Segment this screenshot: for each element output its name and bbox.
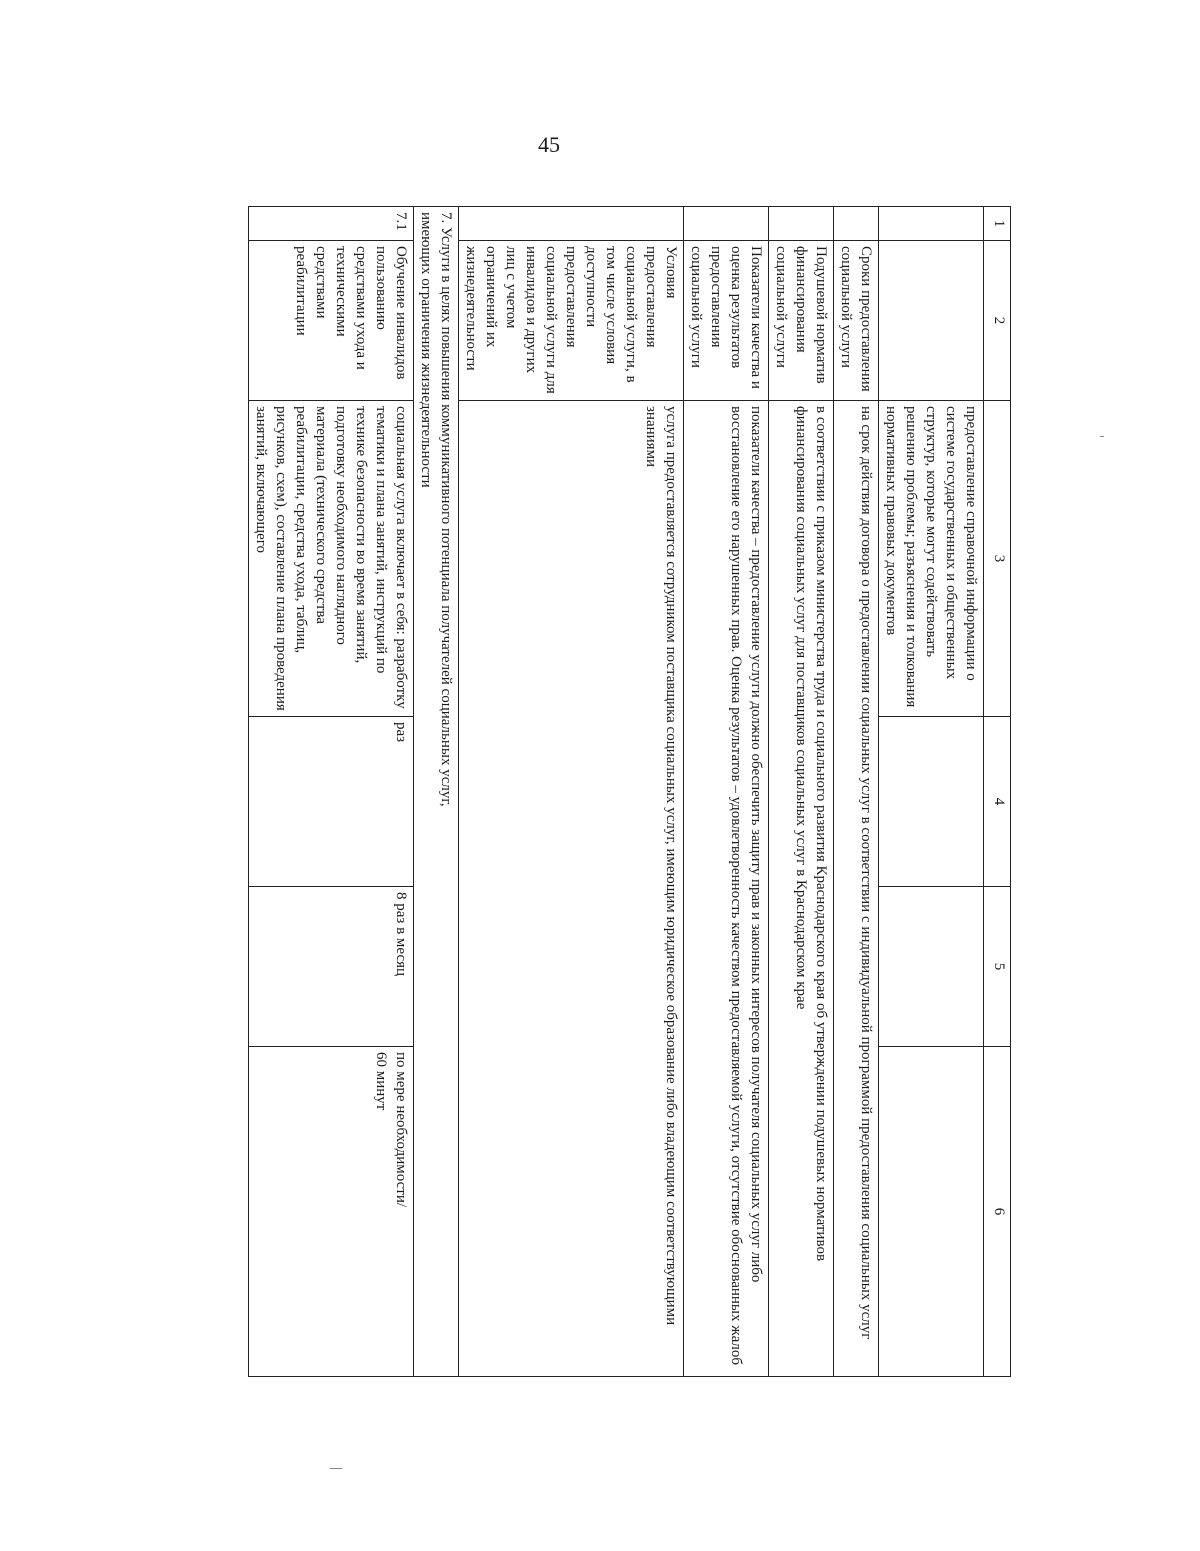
service-time-line2: 60 минут [373,1052,389,1111]
col-header-5: 5 [984,887,1011,1047]
num-cell [879,207,984,241]
section-heading [414,207,459,1377]
scan-speck [330,1468,342,1469]
col-header-1: 1 [984,207,1011,241]
header-row [984,207,1011,1377]
col-header-2: 2 [984,241,1011,401]
table-row [769,207,834,1377]
num-cell [684,207,769,241]
service-time-line1: по мере необходимости/ [393,1052,409,1208]
empty-cell [879,1047,984,1377]
service-time [249,1047,414,1377]
services-table [248,206,1011,1377]
col-header-6: 6 [984,1047,1011,1377]
quality-label: Показатели качества и оценка результатов предоставления социальной услуги [684,241,769,401]
quality-text: показатели качества – предоставление услуги должно обеспечить защиту прав и законных интересов получателя социальных услуг либо восстановление его нарушенных прав. Оценка результатов – удовлетворенность качеством предоставляемой услуги, отсутствие обоснованных жалоб [684,401,769,1377]
section-heading-line1: 7. Услуги в целях повышения коммуникативного потенциала получателей социальных услуг, [438,212,454,807]
terms-text: на срок действия договора о предоставлении социальных услуг в соответствии с индивидуальной программой предоставления социальных услуг [834,401,879,1377]
norm-label: Подушевой норматив финансирования социальной услуги [769,241,834,401]
section-heading-line2: имеющих ограничения жизнедеятельности [418,212,434,488]
scan-speck [1100,436,1104,437]
empty-cell [879,717,984,887]
table-row [459,207,684,1377]
table-row [684,207,769,1377]
num-cell [834,207,879,241]
page-number: 45 [538,132,560,157]
conditions-text: услуга предоставляется сотрудником поставщика социальных услуг, имеющим юридическое образование либо владеющим соответствующими знаниями [459,401,684,1377]
table-row [249,207,414,1377]
section-row [414,207,459,1377]
rotated-table-container [241,206,1011,1376]
empty-cell [879,887,984,1047]
service-frequency: 8 раз в месяц [249,887,414,1047]
service-description: социальная услуга включает в себя: разработку тематики и плана занятий, инструкций по технике безопасности во время занятий, подготовку необходимого наглядного материала (технического средства реабилитации, средства ухода, таблиц, рисунков, схем), составление плана проведения занятий, включающего [249,401,414,717]
continuation-text: предоставление справочной информации о системе государственных и общественных структур, которые могут содействовать решению проблемы; разъяснения и толкования нормативных правовых документов [879,401,984,717]
norm-text: в соответствии с приказом министерства труда и социального развития Краснодарского края об утверждении подушевых нормативов финансирования социальных услуг для поставщиков социальных услуг в Краснодарском крае [769,401,834,1377]
service-number: 7.1 [249,207,414,241]
col-header-4: 4 [984,717,1011,887]
label-cell [879,241,984,401]
service-unit: раз [249,717,414,887]
table-row [879,207,984,1377]
terms-label: Сроки предоставления социальной услуги [834,241,879,401]
service-name: Обучение инвалидов пользованию средствами ухода и техническими средствами реабилитации [249,241,414,401]
conditions-label: Условия предоставления социальной услуги, в том числе условия доступности предоставления социальной услуги для инвалидов и других лиц с учетом ограничений их жизнедеятельности [459,241,684,401]
num-cell [459,207,684,241]
col-header-3: 3 [984,401,1011,717]
num-cell [769,207,834,241]
table-row [834,207,879,1377]
